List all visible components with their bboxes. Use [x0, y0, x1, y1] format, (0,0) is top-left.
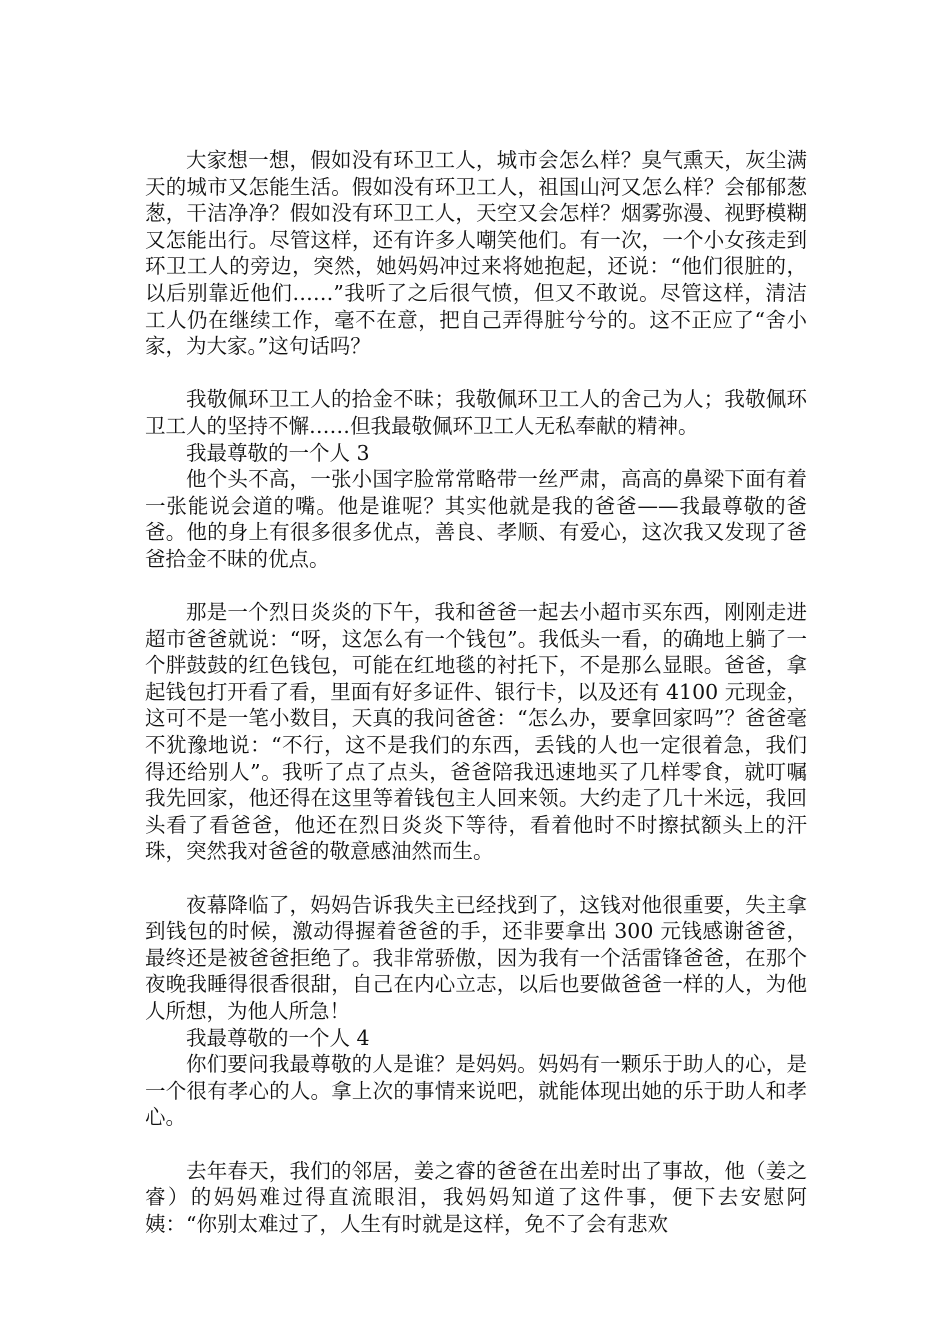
paragraph-gap	[145, 1131, 807, 1158]
paragraph-neighbor-story: 去年春天，我们的邻居，姜之睿的爸爸在出差时出了事故，他（姜之睿）的妈妈难过得直流眼泪，我妈妈知道了这件事，便下去安慰阿姨：“你别太难过了，人生有时就是这样，免不了会有悲欢	[145, 1158, 807, 1236]
document-body	[145, 147, 807, 1237]
paragraph-father-intro: 他个头不高，一张小国字脸常常略带一丝严肃，高高的鼻梁下面有着一张能说会道的嘴。他是谁呢？其实他就是我的爸爸——我最尊敬的爸爸。他的身上有很多很多优点，善良、孝顺、有爱心，这次我又发现了爸爸拾金不昧的优点。	[145, 467, 807, 571]
paragraph-wallet-found: 那是一个烈日炎炎的下午，我和爸爸一起去小超市买东西，刚刚走进超市爸爸就说：“呀，这怎么有一个钱包”。我低头一看，的确地上躺了一个胖鼓鼓的红色钱包，可能在红地毯的衬托下，不是那么显眼。爸爸，拿起钱包打开看了看，里面有好多证件、银行卡，以及还有 4100 元现金，这可不是一笔小数目，天真的我问爸爸：“怎么办，要拿回家吗”？爸爸毫不犹豫地说：“不行，这不是我们的东西，丢钱的人也一定很着急，我们得还给别人”。我听了点了点头，爸爸陪我迅速地买了几样零食，就叮嘱我先回家，他还得在这里等着钱包主人回来领。大约走了几十米远，我回头看了看爸爸，他还在烈日炎炎下等待，看着他时不时擦拭额头上的汗珠，突然我对爸爸的敬意感油然而生。	[145, 600, 807, 864]
paragraph-gap	[145, 360, 807, 387]
paragraph-mother-intro: 你们要问我最尊敬的人是谁？是妈妈。妈妈有一颗乐于助人的心，是一个很有孝心的人。拿上次的事情来说吧，就能体现出她的乐于助人和孝心。	[145, 1052, 807, 1130]
paragraph-owner-found: 夜幕降临了，妈妈告诉我失主已经找到了，这钱对他很重要，失主拿到钱包的时候，激动得握着爸爸的手，还非要拿出 300 元钱感谢爸爸，最终还是被爸爸拒绝了。我非常骄傲，因为我有一个活雷锋爸爸，在那个夜晚我睡得很香很甜，自己在内心立志，以后也要做爸爸一样的人，为他人所想，为他人所急！	[145, 892, 807, 1023]
paragraph-gap	[145, 865, 807, 892]
paragraph-sanitation-city: 大家想一想，假如没有环卫工人，城市会怎么样？臭气熏天，灰尘满天的城市又怎能生活。假如没有环卫工人，祖国山河又怎么样？会郁郁葱葱，干洁净净？假如没有环卫工人，天空又会怎样？烟雾弥漫、视野模糊又怎能出行。尽管这样，还有许多人嘲笑他们。有一次，一个小女孩走到环卫工人的旁边，突然，她妈妈冲过来将她抱起，还说：“他们很脏的，以后别靠近他们……”我听了之后很气愤，但又不敢说。尽管这样，清洁工人仍在继续工作，毫不在意，把自己弄得脏兮兮的。这不正应了“舍小家，为大家。”这句话吗？	[145, 148, 807, 359]
section-heading-3: 我最尊敬的一个人 3	[186, 440, 370, 465]
paragraph-gap	[145, 573, 807, 600]
section-heading-4: 我最尊敬的一个人 4	[186, 1025, 370, 1050]
paragraph-admire-sanitation: 我敬佩环卫工人的拾金不昧；我敬佩环卫工人的舍己为人；我敬佩环卫工人的坚持不懈……但我最敬佩环卫工人无私奉献的精神。	[145, 387, 807, 438]
